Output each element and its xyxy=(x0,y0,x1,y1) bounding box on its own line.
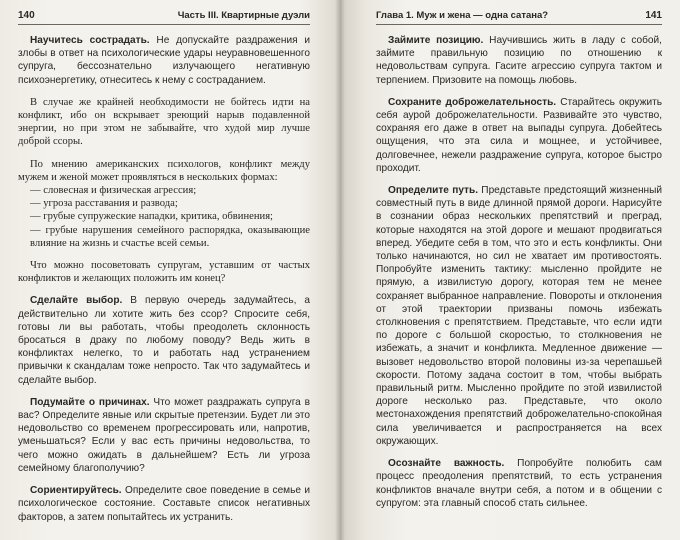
right-page-header xyxy=(376,10,662,25)
paragraph-lead: Сделайте выбор. xyxy=(30,295,123,307)
right-running-head: Глава 1. Муж и жена — одна сатана? xyxy=(376,10,549,21)
paragraph xyxy=(18,34,310,87)
paragraph-lead: Научитесь сострадать. xyxy=(30,35,150,46)
book-gutter-shadow xyxy=(335,0,345,540)
paragraph-text: Попробуйте полюбить сам процесс преодоления препятствий, то есть устранения конфликтов вначале внутри себя, а потом и в общении с супругом: эта главный способ стать сильнее. xyxy=(376,458,662,509)
paragraph-text: Старайтесь окружить себя аурой доброжелательности. Развивайте это чувство, сохраняя его даже в ответ на выпады супруга. Добейтесь ощущения, что эта сила и мощнее, и устойчивее, долговечнее, нежели раздражение супруга, которое быстро проходит. xyxy=(376,96,662,174)
list-item: — словесная и физическая агрессия; xyxy=(30,185,197,197)
paragraph xyxy=(376,184,662,448)
paragraph xyxy=(18,484,310,524)
paragraph xyxy=(376,457,662,510)
paragraph-text: Представьте предстоящий жизненный совместный путь в виде длинной прямой дороги. Нарисуйте в сознании образ нескольких препятствий и преград, которые находятся на этой дороге и мешают продвигаться вперед. Убедите себя в том, что это и есть конфликты. Они только начинаются, но сил не хватает им противостоять. Попробуйте изменить тактику: мысленно пройдите не прямую, а извилистую дорогу, которая тем не менее сохраняет выбранное направление. Повороты и отклонения от этой траектории призваны помочь избежать столкновения с препятствием. Представьте, что если идти по дороге с большой скоростью, то столкновения не избежать, а значит и конфликта. Медленное движение — вызовет недовольство второй половины из-за черепашьей скорости. Потому задача состоит в том, чтобы выбрать правильный ритм. Мысленно пройдите по этой извилистой дороге несколько раз. Представьте, что около местонахождения препятствий доброжелательно-спокойная сила увеличивается и распространяется на всех окружающих. xyxy=(376,185,663,447)
paragraph-text: По мнению американских психологов, конфликт между мужем и женой может проявляться в нескольких формах: xyxy=(18,158,310,183)
paragraph-lead: Сохраните доброжелательность. xyxy=(388,96,557,108)
paragraph: В случае же крайней необходимости не бойтесь идти на конфликт, ибо он вскрывает зреющий нарыв подавленной энергии, но при этом не забывайте, что худой мир лучше доброй ссоры. xyxy=(18,96,310,148)
paragraph xyxy=(376,96,662,175)
paragraph: Что можно посоветовать супругам, уставшим от частых конфликтов и желающих положить им конец? xyxy=(18,260,310,285)
paragraph-text: Научившись жить в ладу с собой, займите правильную позицию по отношению к недовольствам супруга. Гасите агрессию супруга тактом и терпением. Призовите на помощь любовь. xyxy=(376,35,662,86)
paragraph-lead: Определите путь. xyxy=(388,185,479,197)
right-page-number: 141 xyxy=(645,10,662,21)
paragraph-text: В первую очередь задумайтесь, а действительно ли хотите жить без ссор? Спросите себя, готовы ли вы работать, чтобы преодолеть склонность бросаться в драку по любому поводу? Ведь жить в конфликтах нелегко, то и работать над устранением привычки к скандалам тоже непросто. Так что задумайтесь и сделайте выбор. xyxy=(18,295,310,386)
paragraph xyxy=(376,34,662,87)
paragraph-lead: Осознайте важность. xyxy=(388,458,505,470)
paragraph xyxy=(18,396,310,475)
left-page-number: 140 xyxy=(18,10,35,21)
paragraph-text: Не допускайте раздражения и злобы в ответ на психологические удары неуравновешенного супруга, бессознательно излучающего негативную психоэнергетику, отнеситесь к нему с состраданием. xyxy=(18,35,310,86)
list-item: — грубые нарушения семейного распорядка, оказывающие влияние на жизнь и счастье всей семьи. xyxy=(30,224,310,249)
paragraph-lead: Займите позицию. xyxy=(388,35,484,46)
paragraph-lead: Сориентируйтесь. xyxy=(30,485,122,497)
left-page-header xyxy=(18,10,310,25)
right-page xyxy=(340,0,680,540)
paragraph-text: Определите свое поведение в семье и психологическое состояние. Составьте список негативных факторов, а затем попытайтесь их устранить. xyxy=(18,485,310,523)
paragraph xyxy=(18,294,310,386)
list-item: — грубые супружеские нападки, критика, обвинения; xyxy=(30,211,274,223)
paragraph xyxy=(18,158,310,184)
paragraph-lead: Подумайте о причинах. xyxy=(30,396,150,408)
list-item: — угроза расставания и развода; xyxy=(30,198,178,210)
left-running-head: Часть III. Квартирные дуэли xyxy=(177,10,310,21)
bullet-list xyxy=(18,184,310,250)
paragraph-text: Что может раздражать супруга в вас? Определите явные или скрытые претензии. Будет ли это недовольство со временем прогрессировать или, напротив, уменьшаться? Если у вас есть причины недовольства, то чего можно ожидать в дальнейшем? Есть ли угроза семейному благополучию? xyxy=(18,396,311,474)
